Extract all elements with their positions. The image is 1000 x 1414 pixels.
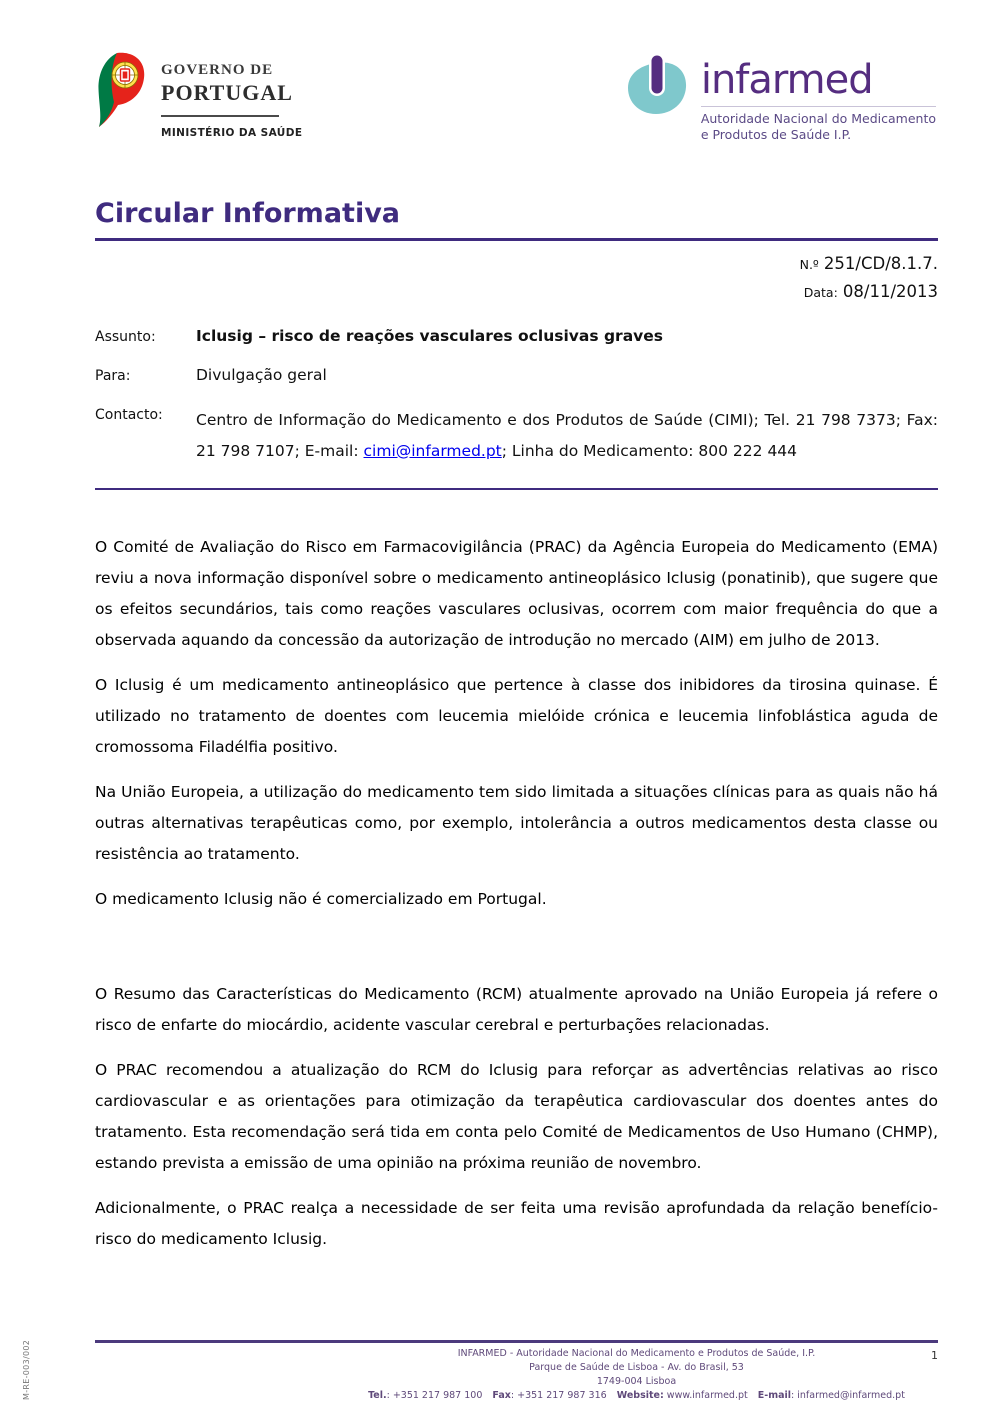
page-number: 1 bbox=[931, 1349, 938, 1362]
footer-contact-line bbox=[365, 1389, 908, 1403]
governo-portugal-wordmark bbox=[161, 52, 302, 139]
footer-fax-label: Fax bbox=[492, 1390, 511, 1401]
date-label: Data: bbox=[803, 284, 838, 300]
para-label: Para: bbox=[95, 367, 131, 384]
portugal-flag-icon bbox=[95, 52, 147, 134]
footer-email-value: : infarmed@infarmed.pt bbox=[791, 1390, 905, 1401]
governo-portugal-logo bbox=[95, 52, 302, 139]
footer-line-3: 1749-004 Lisboa bbox=[596, 1376, 677, 1387]
document-code-vertical: M-RE-003/002 bbox=[22, 1339, 31, 1400]
infarmed-wordmark: infarmed bbox=[700, 57, 873, 103]
para-row bbox=[95, 366, 938, 384]
document-number bbox=[95, 254, 938, 273]
footer-email bbox=[758, 1390, 905, 1401]
subject-rows bbox=[95, 327, 938, 467]
infarmed-subtitle-line2: e Produtos de Saúde I.P. bbox=[700, 127, 852, 143]
footer-tel-label: Tel. bbox=[368, 1390, 387, 1401]
footer-tel bbox=[368, 1390, 482, 1401]
header bbox=[95, 52, 938, 144]
document-meta bbox=[95, 254, 938, 301]
document-date bbox=[95, 282, 938, 301]
governo-de-text: GOVERNO DE bbox=[161, 62, 274, 78]
contacto-text-post: ; Linha do Medicamento: 800 222 444 bbox=[501, 441, 798, 460]
footer-tel-value: : +351 217 987 100 bbox=[386, 1390, 483, 1401]
paragraph-5: O Resumo das Características do Medicamento (RCM) atualmente aprovado na União Europeia já refere o risco de enfarte do miocárdio, acidente vascular cerebral e perturbações relacionadas. bbox=[95, 984, 938, 1034]
infarmed-logo-separator bbox=[701, 106, 936, 107]
page-title: Circular Informativa bbox=[95, 197, 401, 229]
header-divider bbox=[95, 488, 938, 490]
assunto-label: Assunto: bbox=[95, 328, 156, 345]
infarmed-subtitle-line1: Autoridade Nacional do Medicamento bbox=[700, 111, 936, 126]
infarmed-logo bbox=[625, 52, 936, 144]
ministerio-da-saude-text: MINISTÉRIO DA SAÚDE bbox=[161, 127, 303, 139]
footer-fax-value: : +351 217 987 316 bbox=[510, 1390, 607, 1401]
governo-portugal-logo-top bbox=[95, 52, 302, 139]
footer-fax bbox=[492, 1390, 606, 1401]
footer-address-block bbox=[365, 1347, 908, 1403]
contacto-label: Contacto: bbox=[95, 406, 163, 423]
footer-email-label: E-mail bbox=[757, 1390, 792, 1401]
number-label: N.º bbox=[799, 256, 819, 272]
footer-columns bbox=[95, 1347, 938, 1403]
logo-rule bbox=[161, 115, 279, 117]
title-block bbox=[95, 198, 938, 241]
number-value: 251/CD/8.1.7. bbox=[823, 253, 938, 273]
infarmed-power-icon bbox=[625, 52, 689, 122]
footer-website bbox=[617, 1390, 748, 1401]
contacto-text-pre: Centro de Informação do Medicamento e dos Produtos de Saúde (CIMI); Tel. 21 798 7373; Fax: 21 798 7107; E-mail: bbox=[196, 410, 938, 460]
body-text bbox=[95, 532, 938, 1255]
footer-website-value: www.infarmed.pt bbox=[663, 1390, 748, 1401]
footer-line-1: INFARMED - Autoridade Nacional do Medicamento e Produtos de Saúde, I.P. bbox=[457, 1348, 816, 1359]
paragraph-6: O PRAC recomendou a atualização do RCM do Iclusig para reforçar as advertências relativas ao risco cardiovascular e as orientações para otimização da terapêutica cardiovascular dos doentes antes do tratamento. Esta recomendação será tida em conta pelo Comité de Medicamentos de Uso Humano (CHMP), estando prevista a emissão de uma opinião na próxima reunião de novembro. bbox=[95, 1060, 938, 1172]
paragraph-2: O Iclusig é um medicamento antineoplásico que pertence à classe dos inibidores da tirosina quinase. É utilizado no tratamento de doentes com leucemia mielóide crónica e leucemia linfoblástica aguda de cromossoma Filadélfia positivo. bbox=[95, 675, 938, 756]
paragraph-4: O medicamento Iclusig não é comercializado em Portugal. bbox=[95, 889, 547, 908]
paragraph-3: Na União Europeia, a utilização do medicamento tem sido limitada a situações clínicas para as quais não há outras alternativas terapêuticas como, por exemplo, intolerância a outros medicamentos desta classe ou resistência ao tratamento. bbox=[95, 782, 938, 863]
footer-line-2: Parque de Saúde de Lisboa - Av. do Brasil, 53 bbox=[529, 1362, 744, 1373]
assunto-row bbox=[95, 327, 938, 345]
portugal-text: PORTUGAL bbox=[161, 80, 293, 105]
paragraph-1: O Comité de Avaliação do Risco em Farmacovigilância (PRAC) da Agência Europeia do Medicamento (EMA) reviu a nova informação disponível sobre o medicamento antineoplásico Iclusig (ponatinib), que sugere que os efeitos secundários, tais como reações vasculares oclusivas, ocorrem com maior frequência do que a observada aquando da concessão da autorização de introdução no mercado (AIM) em julho de 2013. bbox=[95, 537, 938, 649]
para-value: Divulgação geral bbox=[196, 365, 327, 384]
armillary-sphere-icon bbox=[112, 62, 138, 88]
paragraph-7: Adicionalmente, o PRAC realça a necessidade de ser feita uma revisão aprofundada da relação benefício-risco do medicamento Iclusig. bbox=[95, 1198, 938, 1248]
infarmed-text-column bbox=[701, 52, 936, 144]
page-footer bbox=[95, 1340, 938, 1403]
cimi-email-link[interactable]: cimi@infarmed.pt bbox=[363, 441, 502, 460]
contacto-value bbox=[196, 405, 938, 467]
assunto-value: Iclusig – risco de reações vasculares oclusivas graves bbox=[196, 326, 663, 345]
contacto-row bbox=[95, 405, 938, 467]
page-content bbox=[95, 0, 938, 1269]
footer-website-label: Website: bbox=[616, 1390, 664, 1401]
date-value: 08/11/2013 bbox=[842, 281, 938, 301]
